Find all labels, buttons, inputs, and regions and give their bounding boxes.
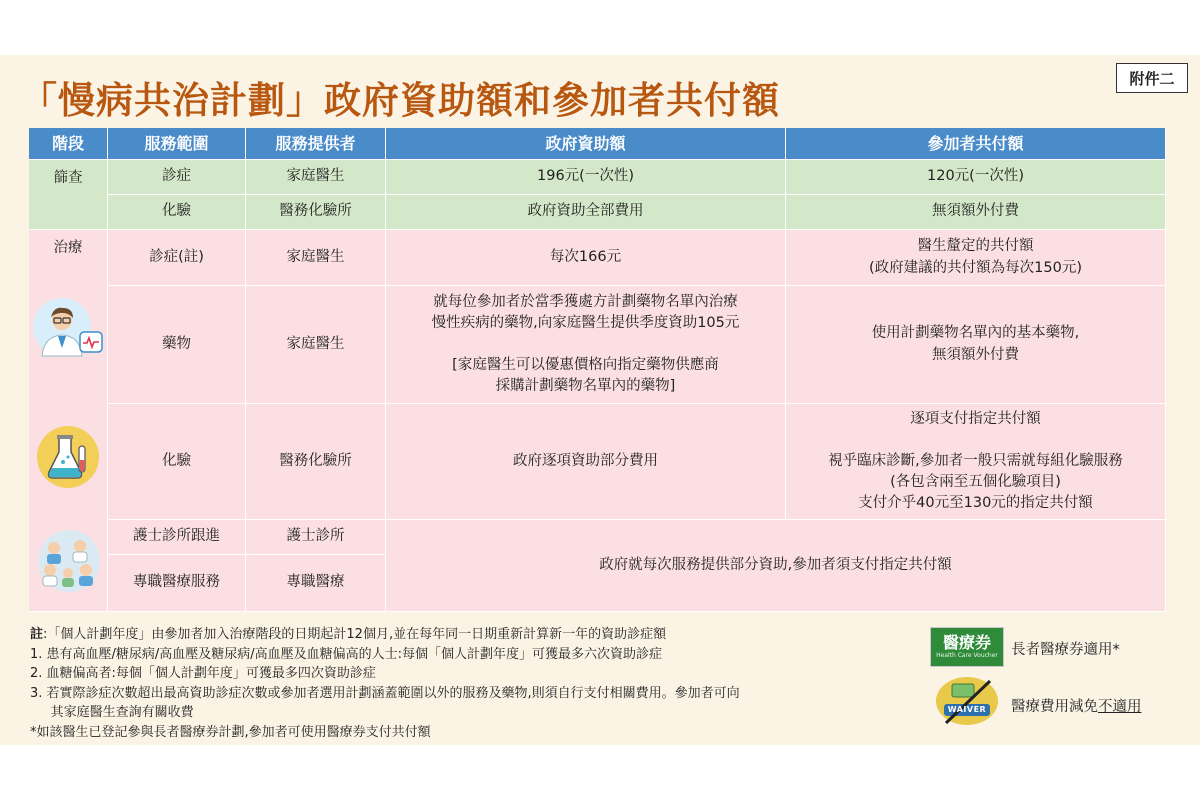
medical-team-icon [34, 528, 104, 594]
screening-consult-gov: 196元(一次性) [386, 160, 786, 195]
waiver-stamp-text: WAIVER [947, 705, 987, 714]
treatment-consult-copay: 醫生釐定的共付額 (政府建議的共付額為每次150元) [786, 230, 1166, 286]
voucher-logo-icon [930, 627, 1004, 667]
treatment-nurse-scope: 護士診所跟進 [108, 520, 246, 555]
waiver-text-underlined: 不適用 [1098, 699, 1142, 715]
treatment-drug-provider: 家庭醫生 [246, 286, 386, 404]
treatment-drug-gov: 就每位參加者於當季獲處方計劃藥物名單內治療 慢性疾病的藥物,向家庭醫生提供季度資助105元 [家庭醫生可以優惠價格向指定藥物供應商 採購計劃藥物名單內的藥物] [386, 286, 786, 404]
screening-lab-scope: 化驗 [108, 195, 246, 230]
screening-lab-provider: 醫務化驗所 [246, 195, 386, 230]
header-scope: 服務範圍 [108, 128, 246, 160]
notes-section [30, 625, 740, 742]
treatment-lab-provider: 醫務化驗所 [246, 404, 386, 520]
treatment-lab-gov: 政府逐項資助部分費用 [386, 404, 786, 520]
treatment-consult-provider: 家庭醫生 [246, 230, 386, 286]
treatment-drug-copay: 使用計劃藥物名單內的基本藥物, 無須額外付費 [786, 286, 1166, 404]
note-label: 註 [30, 627, 44, 642]
treatment-consult-scope: 診症(註) [108, 230, 246, 286]
note-item-1: 1. 患有高血壓/糖尿病/高血壓及糖尿病/高血壓及血糖偏高的人士:每個「個人計劃年度」可獲最多六次資助診症 [30, 646, 663, 662]
waiver-stamp-graphic [934, 675, 1000, 727]
header-gov-subsidy: 政府資助額 [386, 128, 786, 160]
stage-screening: 篩查 [29, 160, 108, 230]
note-item-3-cont: 其家庭醫生查詢有關收費 [30, 705, 194, 720]
funding-table [29, 128, 1166, 612]
lab-flask-icon [35, 424, 101, 490]
note-intro [30, 625, 740, 645]
note-item-3: 3. 若實際診症次數超出最高資助診症次數或參加者選用計劃涵蓋範圍以外的服務及藥物,則須自行支付相關費用。參加者可向 [30, 685, 740, 701]
voucher-applicable-text: 長者醫療券適用* [1011, 642, 1120, 658]
stage-treatment: 治療 [29, 230, 108, 612]
voucher-logo-text: 醫療券 [942, 633, 991, 652]
note-item-2: 2. 血糖偏高者:每個「個人計劃年度」可獲最多四次資助診症 [30, 666, 376, 681]
treatment-consult-gov: 每次166元 [386, 230, 786, 286]
waiver-stamp-icon [934, 675, 1000, 727]
treatment-shared-subsidy: 政府就每次服務提供部分資助,參加者須支付指定共付額 [386, 520, 1166, 612]
treatment-lab-copay: 逐項支付指定共付額 視乎臨床診斷,參加者一般只需就每組化驗服務 (各包含兩至五個化驗項目) 支付介乎40元至130元的指定共付額 [786, 404, 1166, 520]
annex-label: 附件二 [1116, 63, 1188, 93]
header-provider: 服務提供者 [246, 128, 386, 160]
treatment-lab-scope: 化驗 [108, 404, 246, 520]
screening-consult-scope: 診症 [108, 160, 246, 195]
waiver-not-applicable-text [1011, 695, 1142, 716]
screening-lab-copay: 無須額外付費 [786, 195, 1166, 230]
treatment-allied-provider: 專職醫療 [246, 555, 386, 612]
treatment-allied-scope: 專職醫療服務 [108, 555, 246, 612]
waiver-text-prefix: 醫療費用減免 [1011, 699, 1098, 715]
page-title: 「慢病共治計劃」政府資助額和參加者共付額 [20, 79, 780, 122]
doctor-icon [32, 296, 104, 358]
header-copayment: 參加者共付額 [786, 128, 1166, 160]
treatment-nurse-provider: 護士診所 [246, 520, 386, 555]
voucher-logo-subtext: Health Care Voucher [936, 652, 998, 659]
note-intro-text: :「個人計劃年度」由參加者加入治療階段的日期起計12個月,並在每年同一日期重新計算新一年的資助診症額 [43, 627, 667, 642]
screening-consult-provider: 家庭醫生 [246, 160, 386, 195]
screening-lab-gov: 政府資助全部費用 [386, 195, 786, 230]
treatment-drug-scope: 藥物 [108, 286, 246, 404]
header-stage: 階段 [29, 128, 108, 160]
note-footnote: *如該醫生已登記參與長者醫療券計劃,參加者可使用醫療券支付共付額 [30, 724, 431, 740]
screening-consult-copay: 120元(一次性) [786, 160, 1166, 195]
